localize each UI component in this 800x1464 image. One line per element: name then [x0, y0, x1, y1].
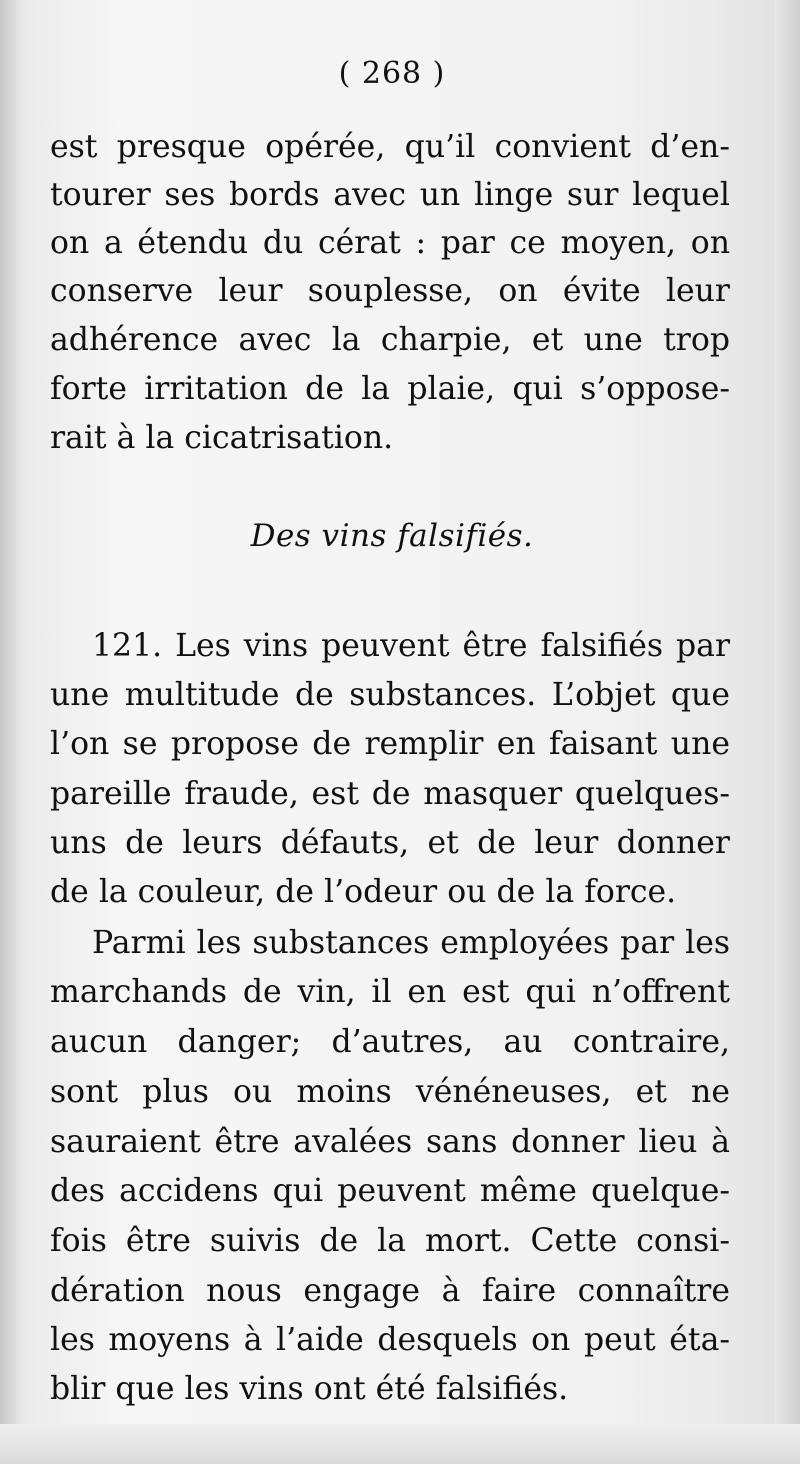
page-number: ( 268 ) — [338, 56, 446, 91]
text-line: une multitude de substances. L’objet que — [50, 677, 730, 713]
text-line: on a étendu du cérat : par ce moyen, on — [50, 225, 730, 261]
text-line: sont plus ou moins vénéneuses, et ne — [50, 1074, 730, 1110]
text-line: pareille fraude, est de masquer quelques- — [50, 776, 730, 812]
text-line: uns de leurs défauts, et de leur donner — [50, 825, 730, 861]
text-line: l’on se propose de remplir en faisant une — [50, 726, 730, 762]
text-line: sauraient être avalées sans donner lieu à — [50, 1124, 730, 1160]
section-heading: Des vins falsifiés. — [250, 518, 534, 554]
page-left-edge — [0, 0, 22, 1464]
text-line: des accidens qui peuvent même quelque- — [50, 1173, 730, 1209]
text-line: fois être suivis de la mort. Cette consi- — [50, 1223, 730, 1259]
text-line: 121. Les vins peuvent être falsifiés par — [92, 628, 730, 664]
text-line: les moyens à l’aide desquels on peut éta- — [50, 1322, 730, 1358]
text-line: blir que les vins ont été falsifiés. — [50, 1371, 569, 1407]
page-bottom-edge — [0, 1424, 800, 1464]
text-line: marchands de vin, il en est qui n’offrent — [50, 974, 730, 1010]
text-line: dération nous engage à faire connaître — [50, 1273, 730, 1309]
text-line: Parmi les substances employées par les — [92, 925, 730, 961]
text-line: rait à la cicatrisation. — [50, 420, 394, 456]
page-right-edge — [774, 0, 800, 1464]
text-line: adhérence avec la charpie, et une trop — [50, 322, 730, 358]
text-line: est presque opérée, qu’il convient d’en- — [50, 129, 730, 165]
text-line: de la couleur, de l’odeur ou de la force. — [50, 874, 677, 910]
text-line: conserve leur souplesse, on évite leur — [50, 273, 730, 309]
text-line: aucun danger; d’autres, au contraire, — [50, 1024, 730, 1060]
text-line: tourer ses bords avec un linge sur lequel — [50, 177, 730, 213]
text-line: forte irritation de la plaie, qui s’oppose- — [50, 371, 730, 407]
